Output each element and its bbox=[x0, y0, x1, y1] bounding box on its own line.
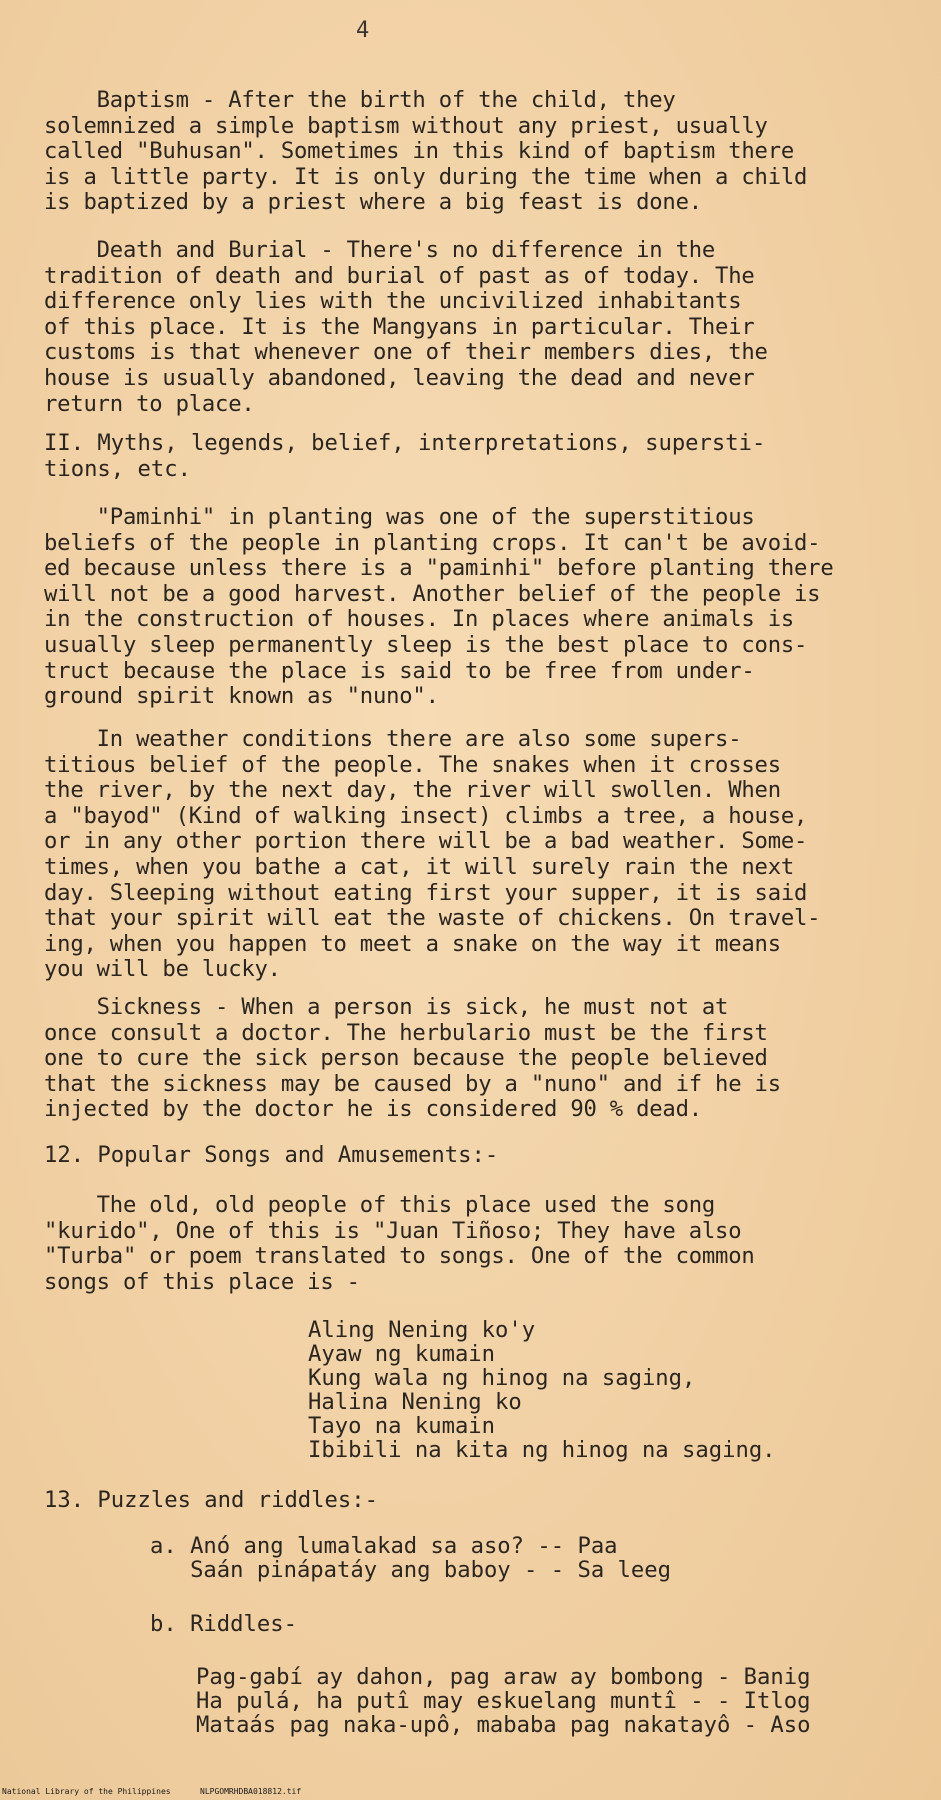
song-line: Aling Nening ko'y bbox=[308, 1317, 536, 1343]
paragraph-songs: The old, old people of this place used the song "kurido", One of this is "Juan Tiñoso; They have also "Turba" or poem translated to songs. One of the common songs of this place is - bbox=[44, 1192, 755, 1295]
paragraph-paminhi: "Paminhi" in planting was one of the superstitious beliefs of the people in planting crops. It can't be avoid- ed because unless there is a "paminhi" before planting there will not be a good harvest. Another belief of the people is in the construction of houses. In places where animals is usually sleep permanently sleep is the best place to cons- truct because the place is said to be free from under- ground spirit known as "nuno". bbox=[44, 504, 834, 710]
paragraph-baptism: Baptism - After the birth of the child, they solemnized a simple baptism without any priest, usually called "Buhusan". Sometimes in this kind of baptism there is a little party. It is only during the time when a child is baptized by a priest where a big feast is done. bbox=[44, 87, 808, 216]
song-line: Ibibili na kita ng hinog na saging. bbox=[308, 1437, 776, 1463]
section-heading-puzzles: 13. Puzzles and riddles:- bbox=[44, 1487, 378, 1513]
page-number: 4 bbox=[356, 18, 370, 43]
section-heading-songs: 12. Popular Songs and Amusements:- bbox=[44, 1142, 499, 1168]
song-line: Ayaw ng kumain bbox=[308, 1341, 496, 1367]
puzzle-line: a. Anó ang lumalakad sa aso? -- Paa bbox=[150, 1533, 618, 1559]
footer-library-name: National Library of the Philippines bbox=[2, 1787, 171, 1796]
footer-file-id: NLPGOMRHDBA018812.tif bbox=[200, 1787, 302, 1796]
paragraph-weather: In weather conditions there are also some supers- titious belief of the people. The snakes when it crosses the river, by the next day, the river will swollen. When a "bayod" (Kind of walking insect) climbs a tree, a house, or in any other portion there will be a bad weather. Some- times, when you bathe a cat, it will surely rain the next day. Sleeping without eating first your supper, it is said that your spirit will eat the waste of chickens. On travel- ing, when you happen to meet a snake on the way it means you will be lucky. bbox=[44, 726, 821, 983]
riddle-line: Pag-gabí ay dahon, pag araw ay bombong - Banig bbox=[196, 1664, 811, 1690]
song-line: Kung wala ng hinog na saging, bbox=[308, 1365, 696, 1391]
riddle-line: Mataás pag naka-upô, mababa pag nakatayô - Aso bbox=[196, 1712, 811, 1738]
paragraph-sickness: Sickness - When a person is sick, he must not at once consult a doctor. The herbulario must be the first one to cure the sick person because the people believed that the sickness may be caused by a "nuno" and if he is injected by the doctor he is considered 90 % dead. bbox=[44, 994, 781, 1123]
puzzle-line: Saán pinápatáy ang baboy - - Sa leeg bbox=[150, 1557, 671, 1583]
riddle-line: Ha pulá, ha putî may eskuelang muntî - - Itlog bbox=[196, 1688, 811, 1714]
riddles-heading: b. Riddles- bbox=[150, 1611, 297, 1637]
section-heading-myths: II. Myths, legends, belief, interpretations, supersti- tions, etc. bbox=[44, 430, 766, 482]
paragraph-death-and-burial: Death and Burial - There's no difference in the tradition of death and burial of past as of today. The difference only lies with the uncivilized inhabitants of this place. It is the Mangyans in particular. Their customs is that whenever one of their members dies, the house is usually abandoned, leaving the dead and never return to place. bbox=[44, 237, 768, 417]
song-line: Tayo na kumain bbox=[308, 1413, 496, 1439]
song-line: Halina Nening ko bbox=[308, 1389, 522, 1415]
